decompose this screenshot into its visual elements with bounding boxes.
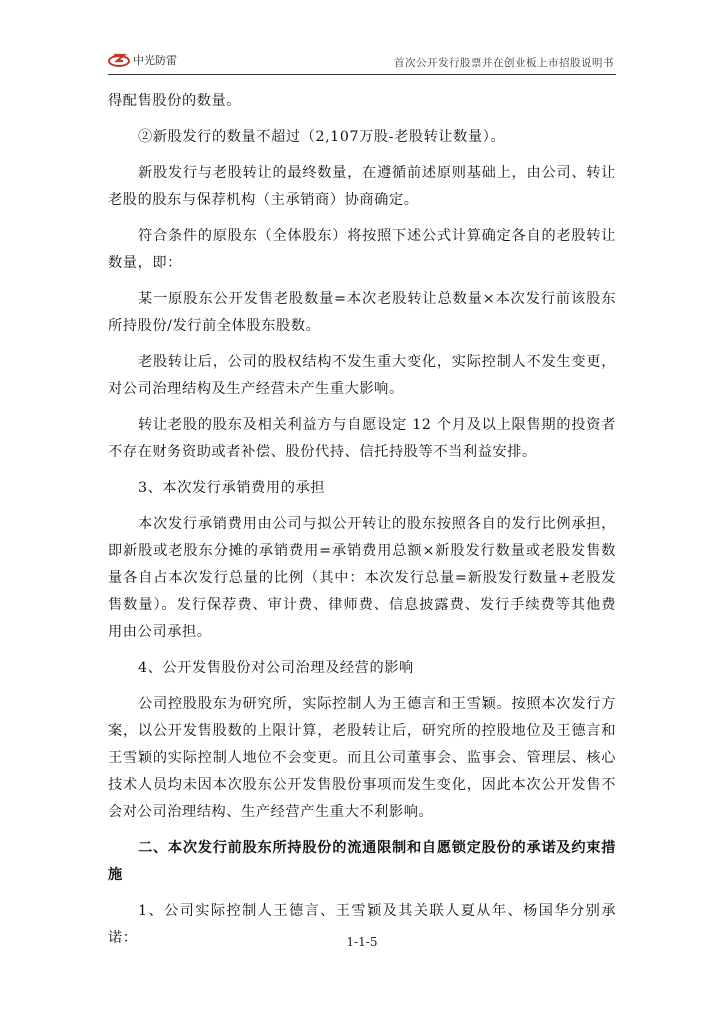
paragraph: 公司控股股东为研究所，实际控制人为王德言和王雪颖。按照本次发行方案，以公开发售股数的上限计算，老股转让后，研究所的控股地位及王德言和王雪颖的实际控制人地位不会变更。而且公司董事会、监事会、管理层、核心技术人员均未因本次股东公开发售股份事项而发生变化，因此本次公开发售不会对公司治理结构、生产经营产生重大不利影响。 xyxy=(108,696,616,820)
paragraph: 本次发行承销费用由公司与拟公开转让的股东按照各自的发行比例承担，即新股或老股东分摊的承销费用=承销费用总额×新股发行数量或老股发售数量各自占本次发行总量的比例（其中：本次发行总量=新股发行数量+老股发售数量）。发行保荐费、审计费、律师费、信息披露费、发行手续费等其他费用由公司承担。 xyxy=(108,516,616,640)
chapter-heading: 二、本次发行前股东所持股份的流通限制和自愿锁定股份的承诺及约束措施 xyxy=(108,840,616,883)
page-content xyxy=(108,88,616,961)
paragraph: 新股发行与老股转让的最终数量，在遵循前述原则基础上，由公司、转让老股的股东与保荐机构（主承销商）协商确定。 xyxy=(108,165,616,208)
paragraph: 符合条件的原股东（全体股东）将按照下述公式计算确定各自的老股转让数量，即： xyxy=(108,228,616,271)
paragraph: 老股转让后，公司的股权结构不发生重大变化，实际控制人不发生变更，对公司治理结构及生产经营未产生重大影响。 xyxy=(108,354,616,397)
document-title: 首次公开发行股票并在创业板上市招股说明书 xyxy=(394,57,614,69)
company-logo xyxy=(108,52,177,68)
paragraph: 转让老股的股东及相关利益方与自愿设定 12 个月及以上限售期的投资者不存在财务资助或者补偿、股份代持、信托持股等不当利益安排。 xyxy=(108,417,616,460)
page-header xyxy=(108,50,616,75)
paragraph: 1、公司实际控制人王德言、王雪颖及其关联人夏从年、杨国华分别承诺： xyxy=(108,903,616,946)
paragraph: ②新股发行的数量不超过（2,107万股-老股转让数量）。 xyxy=(138,129,506,145)
logo-icon xyxy=(108,52,130,68)
paragraph: 得配售股份的数量。 xyxy=(108,93,242,109)
page-number: 1-1-5 xyxy=(346,935,378,949)
section-heading: 4、公开发售股份对公司治理及经营的影响 xyxy=(138,660,414,676)
paragraph: 某一原股东公开发售老股数量=本次老股转让总数量×本次发行前该股东所持股份/发行前全体股东股数。 xyxy=(108,291,616,334)
logo-text: 中光防雷 xyxy=(133,54,177,67)
section-heading: 3、本次发行承销费用的承担 xyxy=(138,480,326,496)
